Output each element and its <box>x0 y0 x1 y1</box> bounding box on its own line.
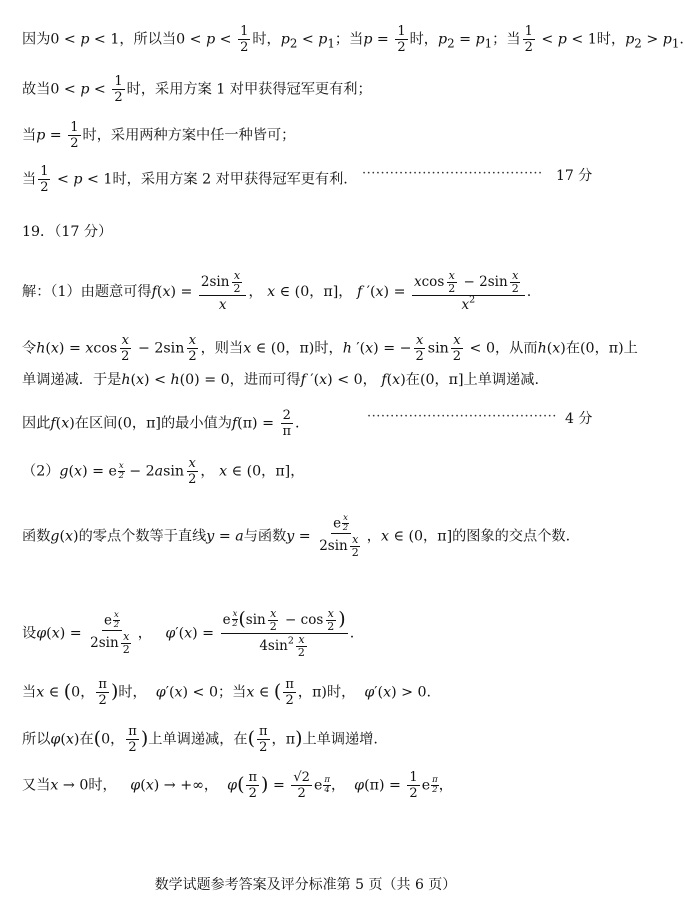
page-footer: 数学试题参考答案及评分标准第 5 页（共 6 页） <box>154 877 457 893</box>
text-line-2: 故当0 < p < $\frac{1}{2}$ 时，采用方案 1 对甲获得冠军更有利； <box>22 74 372 105</box>
fraction: $\frac{\pi}{2}$ <box>98 677 107 708</box>
fraction: e $\frac{x}{2}$ 2sin $\frac{x}{2}$ <box>90 610 130 656</box>
fraction: $\frac{1}{2}$ <box>409 770 418 801</box>
text-line-9: 因此f(x)在区间(0，π]的最小值为f(π) = $\frac{2}{\pi}$ . <box>22 408 300 439</box>
score-label: 4 分 <box>565 411 593 427</box>
fraction: $\frac{2}{\pi}$ <box>282 408 292 439</box>
fraction: $\frac{x}{2}$ <box>188 333 197 364</box>
text-line-1: 因为0 < p < 1，所以当0 < p < $\frac{1}{2}$ 时，$p_2 < p_1$；当p = $\frac{1}{2}$ 时，$p_2 = p_1$；当 $\frac{1}{2}$ < p < 1时，$p_2 > p_1$. <box>22 24 684 55</box>
text-line-7: 令h(x) = xcos $\frac{x}{2}$ − 2sin $\frac{x}{2}$ ，则当x ∈ (0，π)时，h ′(x) = − $\frac{x}{2}$ sin $\frac{x}{2}$ < 0，从而h(x)在(0，π)上 <box>22 333 638 364</box>
text-line-13: 当x ∈ (0， $\frac{\pi}{2}$ )时， φ′(x) < 0；当x ∈ ( $\frac{\pi}{2}$ ，π)时， φ′(x) > 0. <box>22 677 432 708</box>
fraction: $\frac{x}{2}$ <box>121 333 130 364</box>
fraction: $\frac{x}{2}$ <box>415 333 424 364</box>
text-line-10: （2）g(x) = e $\frac{x}{2}$ − 2asin $\frac{x}{2}$ ， x ∈ (0，π]， <box>22 456 305 487</box>
fraction: $\frac{\pi}{2}$ <box>128 724 137 755</box>
fraction: $\frac{x}{2}$ <box>188 456 197 487</box>
fraction: $\frac{\pi}{2}$ <box>259 724 268 755</box>
fraction: $\frac{x}{2}$ <box>452 333 462 364</box>
fraction: 2sin $\frac{x}{2}$ x <box>199 270 247 314</box>
fraction: $\frac{\pi}{2}$ <box>248 770 258 801</box>
fraction: $\frac{1}{2}$ <box>70 120 79 151</box>
leader-dots: ······································· <box>362 166 543 181</box>
score-label: 17 分 <box>556 168 593 184</box>
text-line-11: 函数g(x)的零点个数等于直线y = a与函数y = e $\frac{x}{2}$ 2sin $\frac{x}{2}$ ，x ∈ (0，π]的图象的交点个数. <box>22 513 571 559</box>
fraction: $\frac{1}{2}$ <box>524 24 533 55</box>
fraction: $\frac{1}{2}$ <box>240 24 249 55</box>
text-line-8: 单调递减．于是h(x) < h(0) = 0，进而可得f ′(x) < 0， f(x)在(0，π]上单调递减. <box>22 372 539 388</box>
fraction: $\frac{1}{2}$ <box>40 164 49 195</box>
fraction: xcos $\frac{x}{2}$ − 2sin $\frac{x}{2}$ $x^2$ <box>412 270 525 314</box>
leader-dots: ········································· <box>367 409 557 424</box>
text-line-15: 又当x → 0时， φ(x) → +∞， φ( $\frac{\pi}{2}$ ) = $\frac{√2}{2}$ e $\frac{\pi}{4}$ ， φ(π) = $\frac{1}{2}$ e $\frac{\pi}{2}$ ， <box>22 770 453 801</box>
fraction: $\frac{1}{2}$ <box>397 24 406 55</box>
text-line-6: 解：（1）由题意可得f(x) = 2sin $\frac{x}{2}$ x ， x ∈ (0，π]， f ′(x) = xcos $\frac{x}{2}$ − 2sin $\frac{x}{2}$ $x^2$ . <box>22 269 532 313</box>
exponent-fraction: $\frac{x}{2}$ <box>118 460 125 481</box>
text-line-3: 当p = $\frac{1}{2}$ 时，采用两种方案中任一种皆可； <box>22 120 296 151</box>
fraction: $\frac{√2}{2}$ <box>293 770 310 801</box>
fraction: e $\frac{x}{2}$ (sin $\frac{x}{2}$ − cos $\frac{x}{2}$ ) $4\sin^2$ $\frac{x}{2}$ <box>222 607 346 659</box>
text-line-14: 所以φ(x)在(0， $\frac{\pi}{2}$ )上单调递减，在( $\frac{\pi}{2}$ ，π)上单调递增. <box>22 724 378 755</box>
question-header: 19．（17 分） <box>22 224 113 240</box>
text-line-4: 当 $\frac{1}{2}$ < p < 1时，采用方案 2 对甲获得冠军更有利. <box>22 164 348 195</box>
text-line-12: 设φ(x) = e $\frac{x}{2}$ 2sin $\frac{x}{2}$ ， φ′(x) = e $\frac{x}{2}$ (sin $\frac{x}{2}$ − cos $\frac{x}{2}$ ) $4\sin^2$ $\frac{x}{2}$ . <box>22 607 355 659</box>
fraction: e $\frac{x}{2}$ 2sin $\frac{x}{2}$ <box>319 513 359 559</box>
fraction: $\frac{\pi}{2}$ <box>285 677 294 708</box>
fraction: $\frac{1}{2}$ <box>114 74 123 105</box>
